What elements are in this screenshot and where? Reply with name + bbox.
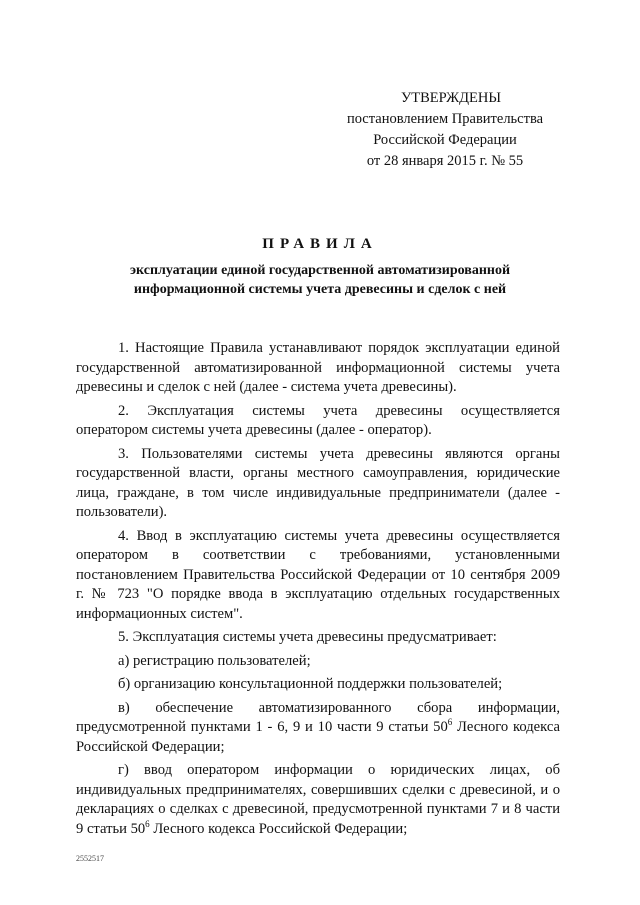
approval-heading: УТВЕРЖДЕНЫ [400, 90, 502, 106]
paragraph-3: 3. Пользователями системы учета древесины являются органы государственной власти, органы местного самоуправления, юридические лица, граждане, в том числе индивидуальные предприниматели (далее - пользователи). [76, 445, 560, 520]
paragraph-5: 5. Эксплуатация системы учета древесины предусматривает: [118, 629, 497, 645]
approval-block [330, 88, 560, 172]
paragraph-2: 2. Эксплуатация системы учета древесины осуществляется оператором системы учета древесины (далее - оператор). [76, 402, 560, 438]
approval-date: от 28 января 2015 г. № 55 [366, 153, 524, 169]
paragraph-5a: а) регистрацию пользователей; [118, 652, 311, 669]
approval-line: Российской Федерации [373, 132, 517, 148]
superscript: 6 [145, 818, 150, 829]
subtitle-line: эксплуатации единой государственной автоматизированной [129, 263, 511, 278]
document-subtitle [70, 261, 570, 299]
paragraph-5c-tail: Лесного кодекса Российской Федерации; [76, 719, 560, 755]
document-number: 2552517 [76, 854, 104, 863]
paragraph-4: 4. Ввод в эксплуатацию системы учета древесины осуществляется оператором в соответствии с требованиями, установленными постановлением Правительства Российской Федерации от 10 сентября 2009 г. № 723 "О порядке ввода в эксплуатацию отдельных государственных информационных систем". [76, 527, 560, 622]
paragraph-5d [76, 761, 560, 839]
paragraph-5d-tail: Лесного кодекса Российской Федерации; [149, 820, 408, 837]
paragraph-5c-text: в) обеспечение автоматизированного сбора информации, предусмотренной пунктами 1 - 6, 9 и 10 части 9 статьи 50 [76, 699, 560, 735]
subtitle-line: информационной системы учета древесины и сделок с ней [133, 282, 507, 297]
paragraph-1: 1. Настоящие Правила устанавливают порядок эксплуатации единой государственной автоматизированной информационной системы учета древесины и сделок с ней (далее - система учета древесины). [76, 340, 560, 395]
paragraph-5d-text: г) ввод оператором информации о юридических лицах, об индивидуальных предпринимателях, совершивших сделки с древесиной, и о декларациях о сделках с древесиной, предусмотренной пунктами 7 и 8 части 9 статьи 50 [76, 762, 560, 837]
document-title: ПРАВИЛА [262, 236, 378, 252]
paragraph-5b: б) организацию консультационной поддержки пользователей; [118, 676, 503, 692]
rules-body [76, 339, 560, 839]
superscript: 6 [447, 717, 453, 728]
paragraph-5c [76, 699, 560, 758]
title-block [70, 236, 570, 299]
approval-line: постановлением Правительства [346, 111, 544, 127]
